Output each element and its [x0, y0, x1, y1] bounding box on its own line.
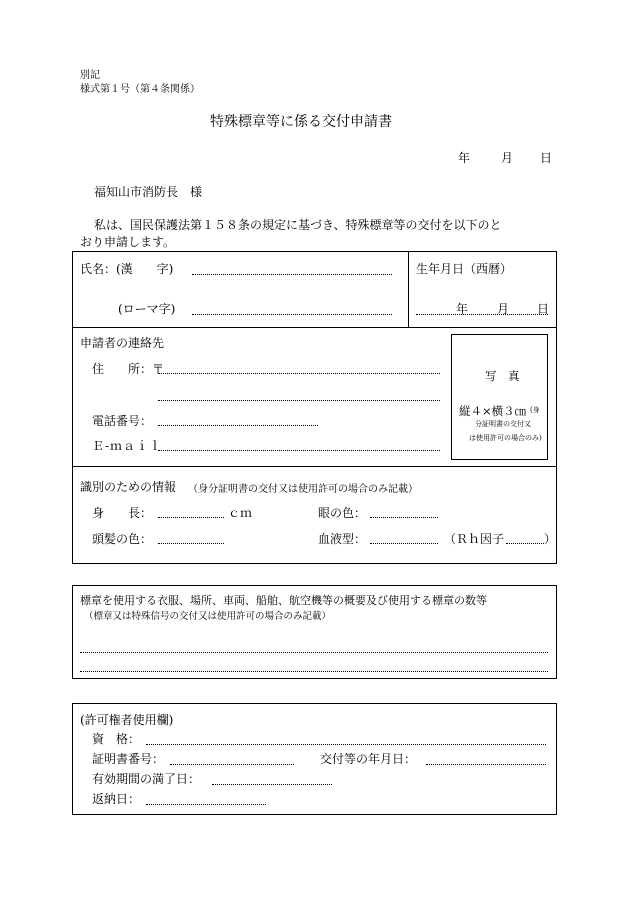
photo-size: 縦４×横３㎝ — [459, 404, 527, 418]
eye-color-label: 眼の色： — [318, 506, 367, 520]
contact-label: 申請者の連絡先 — [80, 336, 165, 350]
rh-factor-label: （Ｒｈ因子 — [444, 532, 505, 546]
birth-date-label: 生年月日（西暦） — [416, 262, 513, 276]
photo-title: 写 真 — [485, 369, 520, 383]
intro-line-1: 私は、国民保護法第１５８条の規定に基づき、特殊標章等の交付を以下のと — [94, 218, 502, 232]
date-month-label: 月 — [501, 151, 514, 165]
usage-field-line-2[interactable] — [80, 671, 548, 672]
birth-month-label: 月 — [497, 302, 510, 316]
rh-factor-close: ） — [544, 532, 557, 546]
hair-color-field[interactable] — [158, 543, 224, 544]
height-field[interactable] — [158, 517, 224, 518]
name-kanji-field[interactable] — [192, 274, 392, 275]
phone-field[interactable] — [158, 425, 318, 426]
email-label: Ｅ-ｍａｉｌ — [92, 439, 163, 453]
birth-column-divider — [408, 251, 409, 327]
address-field-line-2[interactable] — [158, 400, 440, 401]
identification-note: （身分証明書の交付又は使用許可の場合のみ記載） — [188, 484, 418, 495]
certificate-number-field[interactable] — [170, 764, 294, 765]
annex-label: 別記 — [80, 70, 100, 81]
qualification-field[interactable] — [146, 744, 546, 745]
height-unit: ｃｍ — [228, 506, 253, 520]
blood-type-field[interactable] — [370, 543, 438, 544]
section-divider-1 — [72, 327, 557, 328]
expiry-label: 有効期間の満了日： — [92, 772, 201, 786]
page-title: 特殊標章等に係る交付申請書 — [210, 114, 392, 130]
address-field-line-1[interactable] — [158, 373, 440, 374]
usage-heading: 標章を使用する衣服、場所、車両、船舶、航空機等の概要及び使用する標章の数等 — [80, 594, 487, 607]
return-date-label: 返納日： — [92, 792, 141, 806]
address-label: 住 所：〒 — [92, 362, 165, 376]
phone-label: 電話番号： — [92, 414, 153, 428]
birth-day-label: 日 — [537, 302, 550, 316]
date-year-label: 年 — [458, 151, 471, 165]
name-roman-label: (ローマ字) — [118, 302, 176, 316]
email-field[interactable] — [158, 450, 440, 451]
form-number: 様式第１号（第４条関係） — [80, 84, 200, 95]
certificate-number-label: 証明書番号： — [92, 752, 165, 766]
photo-note-a: (身 — [530, 406, 540, 414]
identification-heading: 識別のための情報 — [80, 480, 177, 494]
qualification-label: 資 格： — [92, 732, 141, 746]
issue-date-field[interactable] — [426, 764, 546, 765]
rh-factor-field[interactable] — [506, 543, 544, 544]
date-day-label: 日 — [540, 151, 553, 165]
name-roman-field[interactable] — [192, 314, 392, 315]
birth-year-label: 年 — [456, 302, 469, 316]
eye-color-field[interactable] — [370, 517, 438, 518]
birth-date-field[interactable] — [416, 314, 548, 315]
authority-heading: (許可権者使用欄) — [80, 713, 174, 727]
name-kanji-label: 氏名：(漢 字) — [80, 262, 174, 276]
height-label: 身 長： — [92, 506, 153, 520]
expiry-field[interactable] — [212, 784, 332, 785]
photo-note-c: は使用許可の場合のみ) — [469, 434, 542, 442]
photo-note-b: 分証明書の交付又 — [475, 420, 531, 428]
usage-note: （標章又は特殊信号の交付又は使用許可の場合のみ記載） — [84, 611, 332, 622]
addressee: 福知山市消防長 様 — [94, 185, 203, 199]
intro-line-2: おり申請します。 — [80, 235, 176, 249]
hair-color-label: 頭髪の色： — [92, 532, 153, 546]
issue-date-label: 交付等の年月日： — [320, 752, 417, 766]
usage-field-line-1[interactable] — [80, 652, 548, 653]
section-divider-2 — [72, 466, 557, 467]
blood-type-label: 血液型： — [318, 532, 367, 546]
return-date-field[interactable] — [146, 804, 266, 805]
